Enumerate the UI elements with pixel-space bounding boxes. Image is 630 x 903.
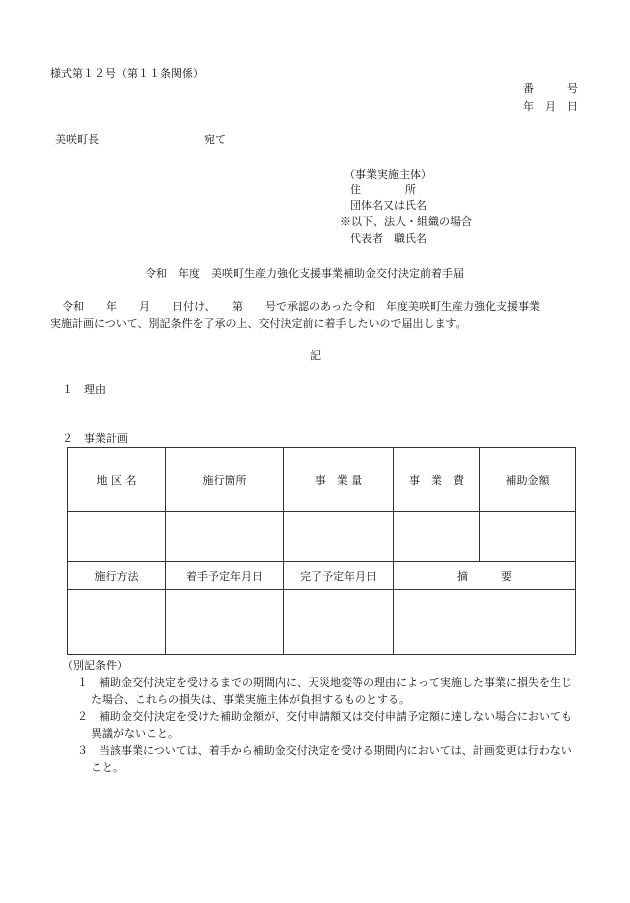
table-header-row-2	[68, 562, 576, 590]
header-site: 施行箇所	[166, 448, 284, 512]
body-line-2: 実施計画について、別記条件を了承の上、交付決定前に着手したいので届出します。	[50, 317, 467, 330]
table-cell	[284, 590, 394, 655]
addressee-suffix: 宛て	[204, 133, 226, 146]
header-cost: 事 業 費	[394, 448, 480, 512]
header-volume: 事 業 量	[284, 448, 394, 512]
applicant-name: 団体名又は氏名	[350, 199, 427, 212]
table-cell	[166, 590, 284, 655]
section-reason: １ 理由	[62, 383, 106, 396]
body-line-1: 令和 年 月 日付け、 第 号で承認のあった令和 年度美咲町生産力強化支援事業	[62, 300, 540, 313]
applicant-heading: （事業実施主体）	[344, 168, 432, 181]
condition-item-3: ３ 当該事業については、着手から補助金交付決定を受ける期間内においては、計画変更は行わないこと。	[77, 744, 572, 774]
table-header-row-1	[68, 448, 576, 512]
conditions-heading: （別記条件）	[62, 659, 128, 672]
header-remarks: 摘 要	[394, 562, 576, 590]
table-cell	[394, 512, 480, 562]
table-cell	[284, 512, 394, 562]
table-row	[68, 590, 576, 655]
conditions-section	[50, 657, 580, 776]
table-cell	[480, 512, 576, 562]
applicant-representative: 代表者 職氏名	[350, 232, 427, 245]
header-subsidy: 補助金額	[480, 448, 576, 512]
condition-item-2: ２ 補助金交付決定を受けた補助金額が、交付申請額又は交付申請予定額に達しない場合においても異議がないこと。	[77, 710, 572, 740]
applicant-note: ※以下、法人・組織の場合	[340, 215, 472, 228]
ki-heading: 記	[310, 349, 321, 362]
table-row	[68, 512, 576, 562]
document-date: 年 月 日	[523, 100, 578, 113]
header-end-date: 完了予定年月日	[284, 562, 394, 590]
form-number: 様式第１２号（第１１条関係）	[50, 67, 204, 80]
table-cell	[166, 512, 284, 562]
table-cell	[68, 590, 166, 655]
header-method: 施行方法	[68, 562, 166, 590]
applicant-address: 住 所	[350, 183, 416, 196]
header-start-date: 着手予定年月日	[166, 562, 284, 590]
document-title: 令和 年度 美咲町生産力強化支援事業補助金交付決定前着手届	[145, 267, 464, 280]
table-cell	[394, 590, 576, 655]
document-number: 番 号	[523, 82, 578, 95]
plan-table	[67, 447, 576, 655]
section-plan: ２ 事業計画	[62, 432, 128, 445]
condition-item-1: １ 補助金交付決定を受けるまでの期間内に、天災地変等の理由によって実施した事業に損失を生じた場合、これらの損失は、事業実施主体が負担するものとする。	[77, 676, 572, 706]
addressee: 美咲町長	[55, 133, 99, 146]
table-cell	[68, 512, 166, 562]
header-district: 地 区 名	[68, 448, 166, 512]
